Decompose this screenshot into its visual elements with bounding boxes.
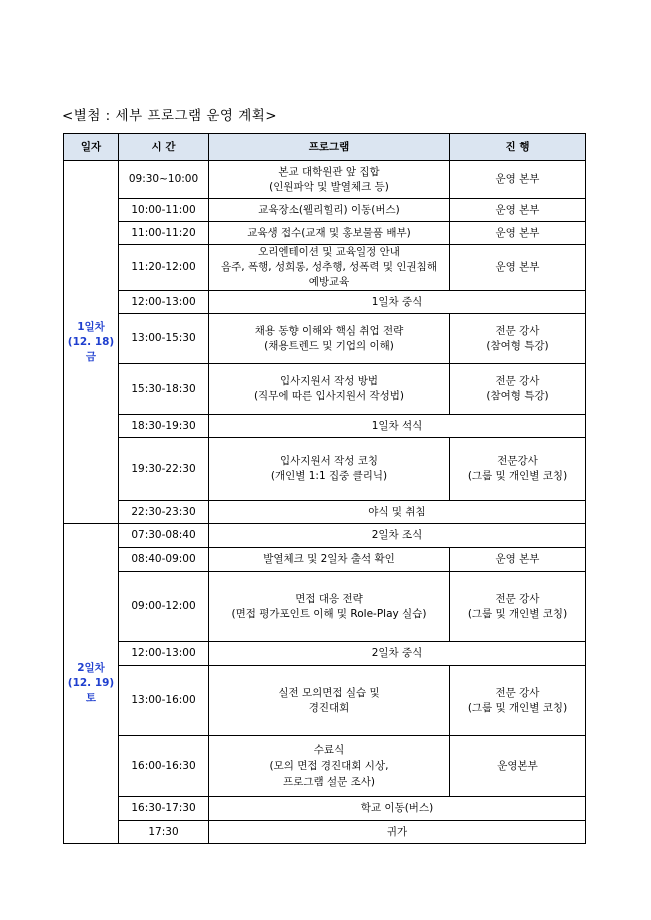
program-line: 교육생 접수(교재 및 홍보물품 배부): [247, 226, 411, 239]
program-cell: [209, 666, 450, 736]
resp-line: 전문 강사: [495, 324, 540, 337]
program-cell: [209, 524, 586, 548]
schedule-row: [64, 222, 586, 245]
resp-line: (참여형 특강): [486, 339, 549, 352]
resp-cell: [450, 222, 586, 245]
program-line: 본교 대학원관 앞 집합: [278, 165, 380, 178]
resp-cell: [450, 572, 586, 642]
resp-cell: [450, 548, 586, 572]
resp-line: 전문 강사: [495, 592, 540, 605]
program-line: 발열체크 및 2일차 출석 확인: [263, 553, 395, 565]
program-line: 경진대회: [308, 701, 350, 714]
program-line: 학교 이동(버스): [360, 802, 434, 814]
schedule-row: [64, 797, 586, 821]
schedule-row: [64, 501, 586, 524]
program-line: 2일차 조식: [371, 529, 423, 541]
program-cell: [209, 245, 450, 291]
time-cell: 12:00-13:00: [119, 291, 209, 314]
day-label-line: (12. 18): [67, 335, 115, 348]
program-line: 음주, 폭행, 성희롱, 성추행, 성폭력 및 인권침해: [221, 261, 437, 273]
program-cell: [209, 572, 450, 642]
program-line: 수료식: [313, 744, 345, 756]
program-line: 1일차 중식: [371, 295, 423, 308]
program-line: 야식 및 취침: [368, 505, 426, 518]
program-line: (개인별 1:1 집중 클리닉): [270, 470, 388, 482]
day-label-line: 1일차: [77, 320, 105, 333]
program-cell: [209, 314, 450, 364]
resp-line: (그룹 및 개인별 코칭): [467, 701, 568, 714]
resp-cell: [450, 314, 586, 364]
day-label-line: (12. 19): [67, 677, 115, 689]
time-cell: 22:30-23:30: [119, 501, 209, 524]
program-line: 실전 모의면접 실습 및: [278, 686, 380, 699]
resp-cell: [450, 245, 586, 291]
schedule-row: [64, 438, 586, 501]
program-line: 입사지원서 작성 방법: [280, 375, 378, 387]
resp-cell: [450, 736, 586, 797]
program-line: (인원파악 및 발열체크 등): [269, 180, 389, 193]
schedule-row: [64, 291, 586, 314]
time-cell: 10:00-11:00: [119, 199, 209, 222]
schedule-row: [64, 548, 586, 572]
header-resp: 진 행: [450, 134, 586, 161]
day-label-line: 2일차: [77, 662, 105, 674]
program-line: 1일차 석식: [371, 419, 423, 432]
program-line: 면접 대응 전략: [295, 592, 363, 605]
time-cell: 09:30~10:00: [119, 161, 209, 199]
schedule-body: [64, 161, 586, 844]
program-cell: [209, 415, 586, 438]
program-cell: [209, 438, 450, 501]
schedule-row: [64, 314, 586, 364]
schedule-row: [64, 245, 586, 291]
time-cell: 18:30-19:30: [119, 415, 209, 438]
program-line: (모의 면접 경진대회 시상,: [269, 760, 389, 772]
program-cell: [209, 797, 586, 821]
time-cell: 17:30: [119, 821, 209, 844]
program-cell: [209, 548, 450, 572]
time-cell: 07:30-08:40: [119, 524, 209, 548]
schedule-row: [64, 666, 586, 736]
header-day: 일자: [64, 134, 119, 161]
schedule-row: [64, 415, 586, 438]
header-row: [64, 134, 586, 161]
program-cell: [209, 501, 586, 524]
time-cell: 11:20-12:00: [119, 245, 209, 291]
program-line: 귀가: [386, 825, 408, 838]
schedule-table: [63, 133, 586, 844]
program-cell: [209, 161, 450, 199]
resp-line: 운영본부: [497, 759, 538, 772]
program-line: 오리엔테이션 및 교육일정 안내: [258, 246, 400, 258]
time-cell: 19:30-22:30: [119, 438, 209, 501]
day-cell: [64, 524, 119, 844]
program-cell: [209, 199, 450, 222]
resp-line: 운영 본부: [495, 553, 540, 565]
time-cell: 08:40-09:00: [119, 548, 209, 572]
resp-line: (그룹 및 개인별 코칭): [467, 470, 568, 482]
time-cell: 13:00-16:00: [119, 666, 209, 736]
schedule-row: [64, 642, 586, 666]
schedule-row: [64, 161, 586, 199]
resp-cell: [450, 364, 586, 415]
program-line: (직무에 따른 입사지원서 작성법): [253, 390, 405, 402]
time-cell: 13:00-15:30: [119, 314, 209, 364]
program-cell: [209, 821, 586, 844]
header-program: 프로그램: [209, 134, 450, 161]
day-label-line: 토: [85, 692, 97, 704]
schedule-row: [64, 736, 586, 797]
program-line: 채용 동향 이해와 핵심 취업 전략: [254, 324, 404, 337]
resp-line: 운영 본부: [495, 261, 540, 273]
program-line: 예방교육: [308, 276, 350, 288]
resp-line: (참여형 특강): [486, 390, 549, 402]
time-cell: 15:30-18:30: [119, 364, 209, 415]
schedule-row: [64, 821, 586, 844]
program-cell: [209, 291, 586, 314]
resp-line: 운영 본부: [495, 203, 540, 216]
time-cell: 16:00-16:30: [119, 736, 209, 797]
program-line: 교육장소(웰리힐리) 이동(버스): [258, 203, 400, 216]
program-line: 2일차 중식: [371, 647, 423, 659]
resp-line: 운영 본부: [495, 226, 540, 239]
resp-line: (그룹 및 개인별 코칭): [467, 607, 568, 620]
day-label-line: 금: [85, 350, 97, 363]
resp-cell: [450, 666, 586, 736]
program-cell: [209, 364, 450, 415]
program-line: 프로그램 설문 조사): [283, 776, 375, 788]
schedule-row: [64, 364, 586, 415]
schedule-row: [64, 524, 586, 548]
schedule-row: [64, 199, 586, 222]
program-cell: [209, 642, 586, 666]
program-line: (면접 평가포인트 이해 및 Role-Play 실습): [231, 607, 427, 620]
resp-cell: [450, 438, 586, 501]
program-cell: [209, 736, 450, 797]
time-cell: 12:00-13:00: [119, 642, 209, 666]
header-time: 시 간: [119, 134, 209, 161]
time-cell: 16:30-17:30: [119, 797, 209, 821]
program-line: (채용트렌드 및 기업의 이해): [264, 339, 394, 352]
resp-line: 운영 본부: [495, 173, 540, 185]
time-cell: 09:00-12:00: [119, 572, 209, 642]
program-cell: [209, 222, 450, 245]
resp-cell: [450, 199, 586, 222]
program-line: 입사지원서 작성 코칭: [280, 455, 378, 467]
schedule-row: [64, 572, 586, 642]
resp-line: 전문 강사: [495, 686, 540, 699]
resp-cell: [450, 161, 586, 199]
resp-line: 전문 강사: [495, 375, 540, 387]
document-title: <별첨 : 세부 프로그램 운영 계획>: [62, 108, 278, 124]
resp-line: 전문강사: [497, 455, 538, 467]
day-cell: [64, 161, 119, 524]
time-cell: 11:00-11:20: [119, 222, 209, 245]
